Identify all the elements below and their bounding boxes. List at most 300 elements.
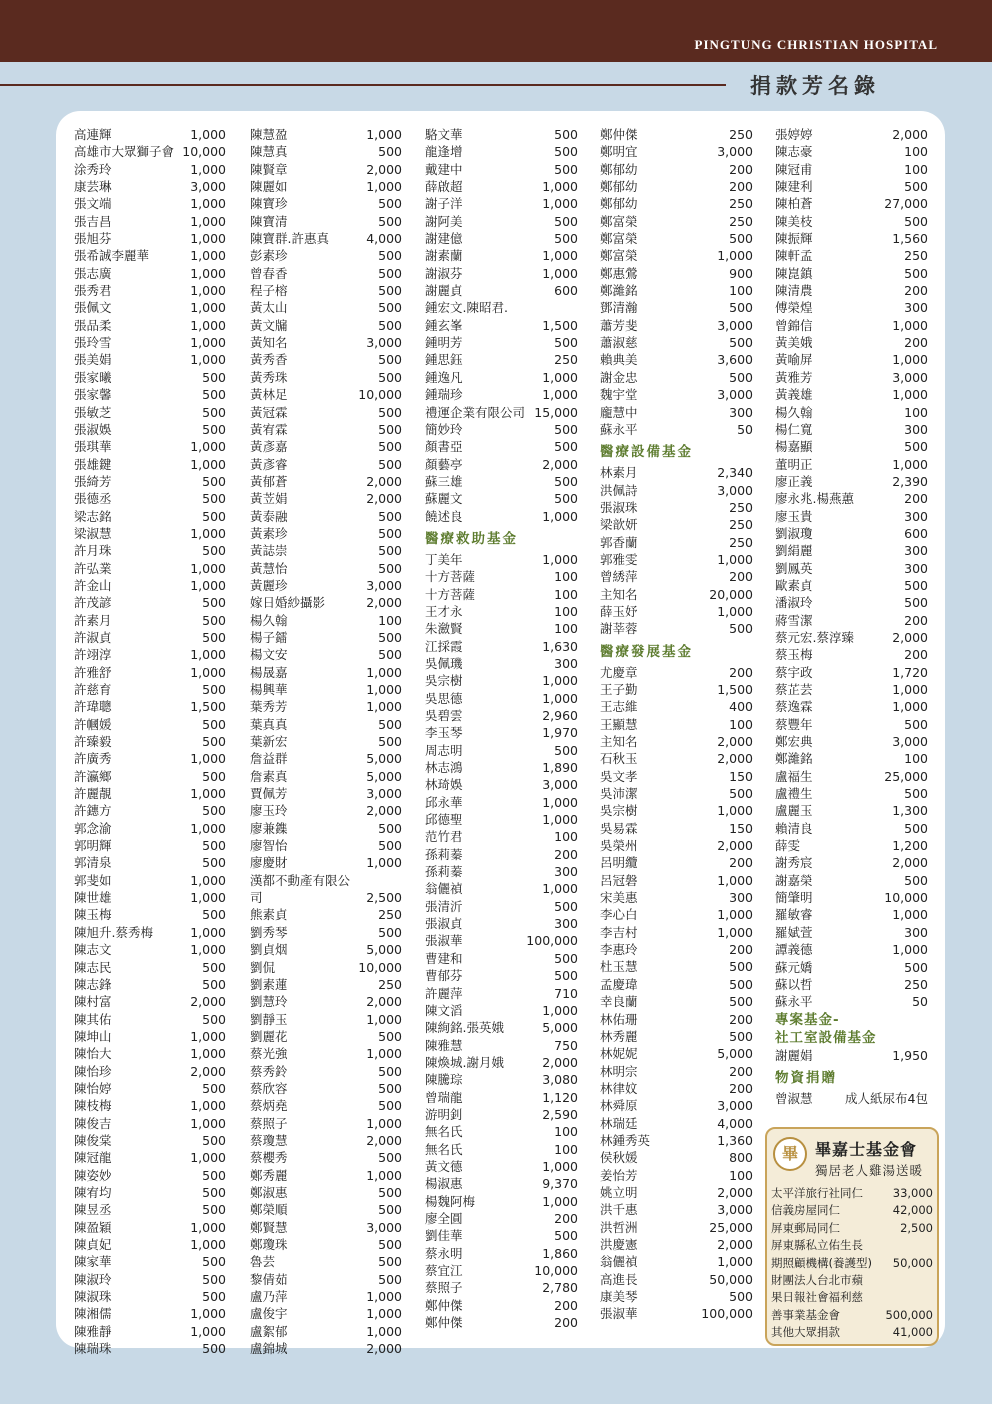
donor-name: 羅敏睿 [775, 907, 813, 923]
donor-name: 程子榕 [250, 283, 288, 299]
donor-name: 曹建和 [425, 950, 463, 966]
donor-name: 龐慧中 [600, 404, 638, 420]
donor-name: 鄭瓊珠 [250, 1237, 288, 1252]
donor-row [250, 317, 402, 334]
donor-name: 鄭富榮 [600, 248, 638, 264]
donor-row [250, 889, 402, 906]
donation-amount: 1,000 [366, 1046, 402, 1062]
donor-name: 張旭芬 [74, 231, 112, 247]
donation-amount: 500 [904, 820, 928, 836]
donor-name: 張雄鍵 [74, 456, 112, 472]
donor-name: 詹素真 [250, 768, 288, 784]
donor-row [600, 941, 753, 958]
donor-name: 陳寶珍 [250, 196, 288, 212]
donor-row [425, 1002, 578, 1019]
donor-row [600, 464, 753, 481]
donor-name: 張家馨 [74, 387, 112, 403]
donor-row [74, 854, 226, 871]
donation-amount: 1,000 [542, 179, 578, 195]
donor-row [74, 1011, 226, 1028]
donor-row [74, 1167, 226, 1184]
donor-name: 許幗媛 [74, 716, 112, 732]
donor-row [250, 299, 402, 316]
donor-name: 孫莉蓁 [425, 864, 463, 880]
donation-amount: 1,000 [190, 820, 226, 836]
donation-amount: 500 [554, 421, 578, 437]
donor-name: 蔡炳堯 [250, 1098, 288, 1114]
donation-amount: 100,000 [701, 1306, 753, 1322]
donation-amount: 500 [202, 595, 226, 611]
donor-name: 盧禮生 [775, 786, 813, 802]
donor-name: 黃美娥 [775, 335, 813, 351]
donation-amount: 900 [729, 265, 753, 281]
donation-amount: 500 [378, 144, 402, 160]
donor-name: 李惠玲 [600, 942, 638, 958]
donor-name: 蕭芳斐 [600, 317, 638, 333]
donation-amount: 1,000 [717, 1254, 753, 1270]
donation-amount: 200 [554, 1315, 578, 1331]
donor-name: 顏書亞 [425, 439, 463, 455]
donor-row [775, 959, 928, 976]
donation-amount: 2,000 [366, 994, 402, 1010]
donor-name: 林律妏 [600, 1080, 638, 1096]
donation-amount: 250 [729, 213, 753, 229]
donor-row [425, 551, 578, 568]
donor-row [74, 473, 226, 490]
donor-name: 吳沛潔 [600, 786, 638, 802]
donor-name: 禮運企業有限公司 [425, 404, 526, 420]
donor-row [775, 438, 928, 455]
donation-amount: 1,000 [542, 673, 578, 689]
donation-amount: 500 [202, 1167, 226, 1183]
donor-name: 蔡照子 [250, 1115, 288, 1131]
donor-row [600, 1149, 753, 1166]
donor-name: 張德丞 [74, 491, 112, 507]
donor-name: 劉鳳英 [775, 560, 813, 576]
donor-name: 蘇永平 [600, 421, 638, 437]
donor-row [250, 1011, 402, 1028]
donor-row [74, 906, 226, 923]
donation-amount: 3,080 [542, 1072, 578, 1088]
donation-amount: 200 [904, 335, 928, 351]
donation-amount: 500 [378, 352, 402, 368]
donor-name: 彭素珍 [250, 248, 288, 264]
donor-name: 陳盈穎 [74, 1219, 112, 1235]
donor-name: 許金山 [74, 577, 112, 593]
donor-name: 陳志民 [74, 959, 112, 975]
donor-row [775, 299, 928, 316]
donor-name: 侯秋媛 [600, 1150, 638, 1166]
donor-row [74, 924, 226, 941]
donor-row [425, 1297, 578, 1314]
donation-amount: 1,000 [190, 283, 226, 299]
donor-row [425, 161, 578, 178]
donor-row [425, 404, 578, 421]
donor-row [771, 1324, 933, 1341]
donor-row [250, 664, 402, 681]
donation-amount: 2,000 [717, 838, 753, 854]
donor-row [425, 1210, 578, 1227]
donor-row [600, 178, 753, 195]
donor-name: 王子勤 [600, 681, 638, 697]
donor-name: 劉慧玲 [250, 994, 288, 1010]
donation-amount: 1,000 [190, 352, 226, 368]
donor-row [74, 993, 226, 1010]
donor-row [600, 603, 753, 620]
donor-row [74, 976, 226, 993]
donation-amount: 1,000 [190, 265, 226, 281]
donation-amount: 20,000 [709, 586, 753, 602]
donor-name: 楊文安 [250, 647, 288, 663]
donor-row [74, 1149, 226, 1166]
donor-name: 許麗萍 [425, 985, 463, 1001]
donor-name: 黃文牖 [250, 317, 288, 333]
donation-amount: 1,000 [190, 439, 226, 455]
donor-name: 曾春香 [250, 265, 288, 281]
donation-amount: 3,000 [717, 387, 753, 403]
donation-amount: 2,000 [542, 1054, 578, 1070]
donor-row [74, 889, 226, 906]
donor-row [425, 568, 578, 585]
donation-amount: 10,000 [182, 144, 226, 160]
donor-row [425, 386, 578, 403]
donor-name: 劉佳華 [425, 1228, 463, 1244]
donor-row [74, 265, 226, 282]
donation-amount: 1,000 [717, 603, 753, 619]
donor-name: 梁歆妍 [600, 517, 638, 533]
donation-amount: 100 [554, 829, 578, 845]
donor-row [775, 178, 928, 195]
donor-row [250, 438, 402, 455]
donor-row [250, 456, 402, 473]
donor-row [600, 516, 753, 533]
donor-name: 賴清良 [775, 820, 813, 836]
donation-amount: 1,360 [717, 1132, 753, 1148]
donor-row [425, 655, 578, 672]
donor-row [775, 195, 928, 212]
donor-row [600, 1097, 753, 1114]
donor-name: 陳慧盈 [250, 127, 288, 142]
donor-row [600, 143, 753, 160]
donor-name: 張玲雪 [74, 335, 112, 351]
donation-amount: 25,000 [709, 1219, 753, 1235]
donor-row [600, 620, 753, 637]
donor-row [425, 126, 578, 143]
donation-amount: 500 [202, 855, 226, 871]
donation-amount: 500 [378, 647, 402, 663]
donor-name: 陳崑鎮 [775, 265, 813, 281]
donor-name: 陳絢銘.張英娥 [425, 1020, 504, 1036]
donor-name: 梁志銘 [74, 508, 112, 524]
donor-row [250, 1271, 402, 1288]
donor-row [74, 820, 226, 837]
donation-amount: 250 [904, 976, 928, 992]
donor-name: 曾淑慧 [775, 1090, 813, 1106]
donation-amount: 200 [904, 491, 928, 507]
donor-name: 期照顧機構(養護型) [771, 1255, 872, 1270]
donation-amount: 41,000 [892, 1325, 933, 1340]
donor-name: 吳佩璣 [425, 655, 463, 671]
donor-row [775, 490, 928, 507]
donor-row [600, 872, 753, 889]
donation-amount: 50,000 [892, 1255, 933, 1270]
donor-row [250, 1045, 402, 1062]
donor-row [425, 811, 578, 828]
donor-row [425, 456, 578, 473]
donor-row [425, 490, 578, 507]
donor-row [600, 334, 753, 351]
donation-amount: 2,590 [542, 1106, 578, 1122]
donor-name: 黃喻屏 [775, 352, 813, 368]
donor-name: 張品柔 [74, 317, 112, 333]
donation-amount: 1,000 [892, 387, 928, 403]
donor-row [771, 1237, 933, 1254]
donor-row [425, 247, 578, 264]
donor-row [425, 742, 578, 759]
donation-amount: 300 [904, 543, 928, 559]
donor-name: 張敏芝 [74, 404, 112, 420]
donation-amount: 1,000 [892, 456, 928, 472]
donor-name: 蔡豐年 [775, 716, 813, 732]
donation-amount: 500 [202, 508, 226, 524]
donation-amount: 200 [729, 1011, 753, 1027]
donor-name: 果日報社會福利慈 [771, 1290, 863, 1305]
donation-amount: 500 [378, 300, 402, 316]
donation-amount: 1,000 [190, 1150, 226, 1166]
donation-amount: 1,000 [190, 1046, 226, 1062]
donor-name: 蔡光強 [250, 1046, 288, 1062]
donation-amount: 300 [904, 421, 928, 437]
donor-row [775, 976, 928, 993]
donor-name: 王志維 [600, 699, 638, 715]
donor-row [250, 1080, 402, 1097]
donor-name: 洪千惠 [600, 1202, 638, 1218]
donor-name: 陳騰琮 [425, 1072, 463, 1088]
donor-row [600, 750, 753, 767]
donor-row [600, 1167, 753, 1184]
foundation-logo-icon: 畢 [773, 1137, 807, 1171]
donor-row [600, 698, 753, 715]
donor-name: 劉絹麗 [775, 543, 813, 559]
donation-amount: 300 [904, 508, 928, 524]
donation-amount: 300 [729, 890, 753, 906]
donation-amount: 2,000 [366, 803, 402, 819]
donor-name: 鄭濰銘 [775, 751, 813, 767]
donor-name: 陳貞妃 [74, 1237, 112, 1252]
donor-name: 陳雅慧 [425, 1037, 463, 1053]
donation-amount: 500 [729, 994, 753, 1010]
donation-amount: 250 [378, 907, 402, 923]
donor-row [775, 872, 928, 889]
donor-row [775, 993, 928, 1010]
donation-amount: 2,000 [366, 1341, 402, 1357]
donation-amount: 1,000 [542, 551, 578, 567]
donor-row [775, 560, 928, 577]
donation-amount: 500 [904, 213, 928, 229]
donor-name: 高連輝 [74, 127, 112, 142]
donation-amount: 1,000 [717, 248, 753, 264]
donor-row [425, 1019, 578, 1036]
donation-amount: 100 [729, 283, 753, 299]
donor-row [600, 1253, 753, 1270]
donor-name: 漢都不動產有限公 [250, 872, 351, 888]
donation-amount: 1,560 [892, 231, 928, 247]
donation-amount: 500,000 [885, 1307, 933, 1322]
donation-amount: 1,630 [542, 638, 578, 654]
donation-amount: 200 [904, 647, 928, 663]
donor-row [600, 802, 753, 819]
donor-row [250, 629, 402, 646]
donor-name: 謝麗娟 [775, 1047, 813, 1063]
donor-row [74, 577, 226, 594]
donor-row [425, 317, 578, 334]
donor-row [775, 629, 928, 646]
donation-amount: 500 [378, 1063, 402, 1079]
donation-amount: 300 [554, 655, 578, 671]
donation-amount: 1,000 [190, 317, 226, 333]
donation-amount: 50 [912, 994, 928, 1010]
donation-amount: 500 [378, 404, 402, 420]
donor-row [600, 993, 753, 1010]
donation-amount: 1,000 [190, 127, 226, 142]
donor-row [425, 794, 578, 811]
donation-amount: 1,000 [190, 1237, 226, 1252]
donor-name: 郭明輝 [74, 838, 112, 854]
donor-name: 鍾明芳 [425, 335, 463, 351]
donation-amount: 1,000 [542, 690, 578, 706]
donation-amount: 500 [378, 525, 402, 541]
donor-row [74, 421, 226, 438]
donation-amount: 3,000 [892, 369, 928, 385]
donor-row [74, 941, 226, 958]
donation-amount: 1,000 [366, 682, 402, 697]
donation-amount: 10,000 [358, 959, 402, 975]
donor-row [250, 1097, 402, 1114]
donation-amount: 3,000 [542, 777, 578, 793]
donor-name: 蘇元嬌 [775, 959, 813, 975]
donation-amount: 500 [378, 924, 402, 940]
donation-amount: 300 [904, 300, 928, 316]
donor-name: 劉淑瓊 [775, 525, 813, 541]
donor-row [775, 230, 928, 247]
charity-box [765, 1127, 939, 1346]
donor-row [250, 594, 402, 611]
donor-row [600, 1271, 753, 1288]
donor-name: 黃秀珠 [250, 369, 288, 385]
donation-amount: 1,000 [366, 1167, 402, 1183]
donor-name: 劉靜玉 [250, 1011, 288, 1027]
donation-amount: 1,000 [542, 1193, 578, 1209]
section-heading: 社工室設備基金 [775, 1029, 877, 1046]
donor-name: 陳其佑 [74, 1011, 112, 1027]
donor-name: 謝莘蓉 [600, 621, 638, 637]
donor-row [74, 230, 226, 247]
donation-amount: 600 [904, 525, 928, 541]
donation-amount: 500 [554, 161, 578, 177]
donor-name: 黃義雄 [775, 387, 813, 403]
donation-amount: 42,000 [892, 1203, 933, 1218]
donation-amount: 2,340 [717, 465, 753, 481]
donation-amount: 100 [554, 1141, 578, 1157]
donor-row [600, 299, 753, 316]
donation-amount: 200 [729, 569, 753, 585]
donor-row [775, 351, 928, 368]
donor-row [250, 577, 402, 594]
donor-name: 鄭淑惠 [250, 1184, 288, 1200]
donor-name: 張淑娛 [74, 421, 112, 437]
donation-amount: 3,000 [366, 335, 402, 351]
donation-amount: 500 [729, 369, 753, 385]
donor-row [600, 265, 753, 282]
donor-row [425, 880, 578, 897]
donation-amount: 10,000 [884, 890, 928, 906]
donor-name: 黃誌崇 [250, 543, 288, 559]
donor-row [250, 698, 402, 715]
donor-row [425, 421, 578, 438]
donor-row [250, 1219, 402, 1236]
donor-row [74, 594, 226, 611]
donor-name: 楊魏阿梅 [425, 1193, 476, 1209]
donor-column-3 [425, 126, 578, 1331]
donor-name: 謝金忠 [600, 369, 638, 385]
donation-amount: 2,000 [892, 629, 928, 645]
donor-name: 劉麗花 [250, 1028, 288, 1044]
donor-row [775, 161, 928, 178]
donor-row [775, 820, 928, 837]
donor-row [425, 195, 578, 212]
donation-amount: 250 [729, 534, 753, 550]
donor-row [74, 247, 226, 264]
donation-amount: 500 [378, 248, 402, 264]
donor-row [74, 612, 226, 629]
donation-amount: 100 [554, 1124, 578, 1140]
donation-amount: 800 [729, 1150, 753, 1166]
donation-amount: 1,720 [892, 664, 928, 680]
donor-row [425, 776, 578, 793]
donation-amount: 4,000 [366, 231, 402, 247]
donor-row [250, 473, 402, 490]
donor-row [425, 1193, 578, 1210]
donor-row [74, 404, 226, 421]
donation-amount: 2,000 [892, 127, 928, 142]
donor-name: 蔡元宏.蔡淳臻 [775, 629, 854, 645]
donor-row [250, 369, 402, 386]
donor-name: 范竹君 [425, 829, 463, 845]
donor-row [74, 646, 226, 663]
donation-amount: 200 [729, 664, 753, 680]
donor-row [250, 1201, 402, 1218]
donor-row [771, 1185, 933, 1202]
donation-amount: 1,000 [717, 551, 753, 567]
donor-row [771, 1307, 933, 1324]
donation-amount: 500 [202, 1341, 226, 1357]
donor-name: 羅娬萱 [775, 924, 813, 940]
donor-name: 陳姿妙 [74, 1167, 112, 1183]
donation-amount: 500 [378, 439, 402, 455]
donor-name: 曾錦信 [775, 317, 813, 333]
donor-name: 善事業基金會 [771, 1307, 840, 1322]
donor-name: 張綺芳 [74, 473, 112, 489]
donor-name: 魯芸 [250, 1254, 276, 1270]
donor-name: 陳俊棠 [74, 1132, 112, 1148]
donor-name: 陳冠甫 [775, 161, 813, 177]
donor-name: 陳建利 [775, 179, 813, 195]
donation-amount: 2,500 [900, 1220, 933, 1235]
donor-name: 黃郁蒼 [250, 473, 288, 489]
donor-name: 十方菩薩 [425, 586, 476, 602]
donor-name: 鄭富榮 [600, 213, 638, 229]
donor-row [74, 1271, 226, 1288]
